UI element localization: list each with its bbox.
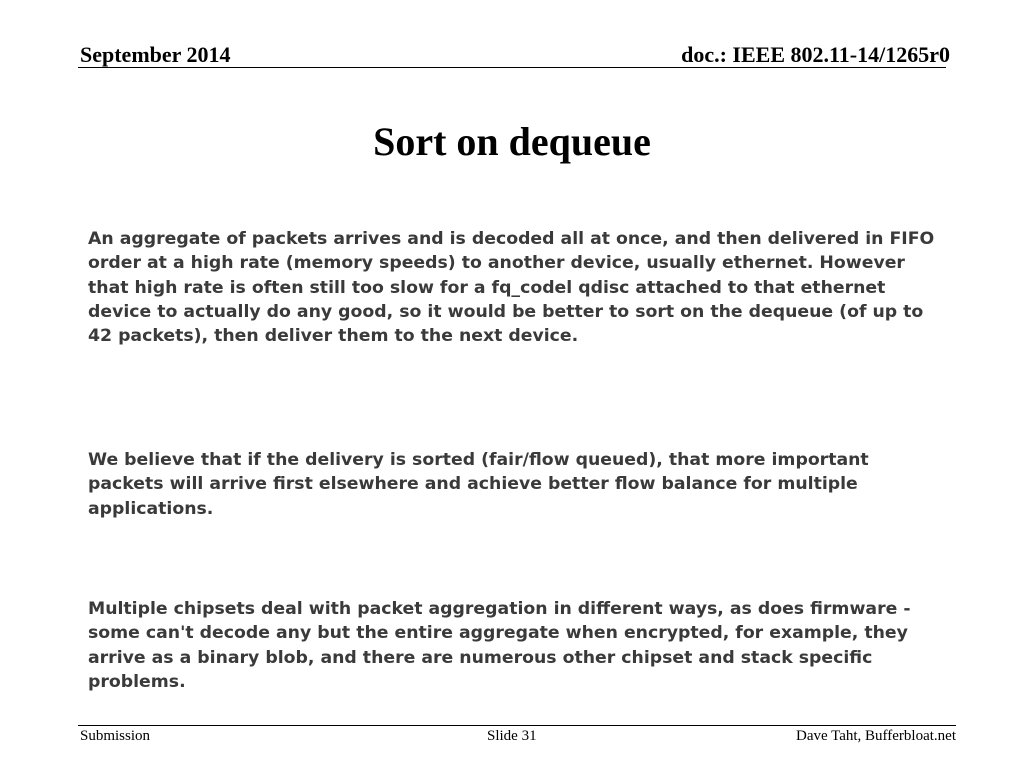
header-date: September 2014 — [80, 42, 231, 67]
body-paragraph-1: An aggregate of packets arrives and is decoded all at once, and then delivered in FIFO order at a high rate (memory speeds) to another device, usually ethernet. However that high rate is often still too slow for a fq_codel qdisc attached to that ethernet device to actually do any good, so it would be better to sort on the dequeue (of up to 42 packets), then deliver them to the next device. — [88, 229, 935, 347]
header-doc-id: doc.: IEEE 802.11-14/1265r0 — [681, 42, 950, 67]
body-paragraph-3: Multiple chipsets deal with packet aggregation in different ways, as does firmware - some can't decode any but the entire aggregate when encrypted, for example, they arrive as a binary blob, and there are numerous other chipset and stack specific problems. — [88, 599, 911, 692]
footer-slide-number: Slide 31 — [487, 728, 537, 744]
footer-divider — [78, 725, 956, 726]
footer-submission: Submission — [80, 728, 151, 744]
body-paragraph-2: We believe that if the delivery is sorted (fair/flow queued), that more important packets will arrive first elsewhere and achieve better flow balance for multiple applications. — [88, 450, 869, 519]
footer-author: Dave Taht, Bufferbloat.net — [795, 728, 956, 744]
header-divider — [78, 67, 946, 68]
slide-title: Sort on dequeue — [373, 119, 651, 164]
